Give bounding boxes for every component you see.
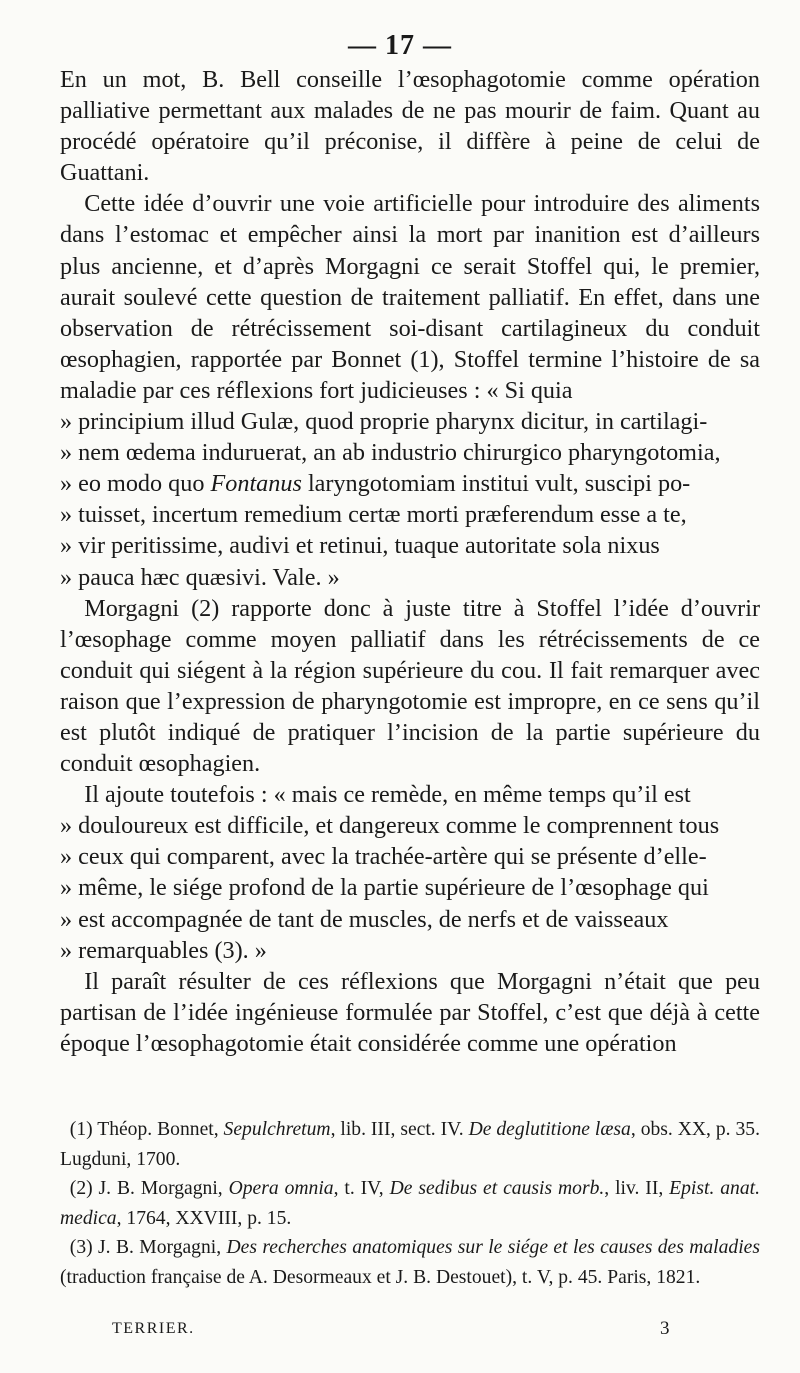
french-quote-line-5: » remarquables (3). »	[60, 936, 267, 964]
latin-quote-line-3	[60, 468, 760, 499]
footnote-1-section: , lib. III, sect. IV.	[330, 1119, 469, 1140]
footnote-2-work: De sedibus et causis morb.	[389, 1178, 605, 1200]
footnotes	[60, 1115, 760, 1293]
page-number: — 17 —	[348, 30, 452, 61]
footnote-2-details: , 1764, XXVIII, p. 15.	[116, 1207, 292, 1229]
french-quote-line-4: » est accompagnée de tant de muscles, de nerfs et de vaisseaux	[60, 905, 669, 933]
latin-quote-line-3-end: laryngotomiam institui vult, suscipi po-	[301, 470, 691, 498]
footnote-3	[60, 1233, 760, 1292]
french-quote-line-3: » même, le siége profond de la partie supérieure de l’œsophage qui	[60, 874, 709, 902]
footnote-2-volume: , t. IV,	[333, 1178, 390, 1200]
french-quote-line-2: » ceux qui comparent, avec la trachée-artère qui se présente d’elle-	[60, 843, 707, 871]
latin-quote-line-2: » nem œdema induruerat, an ab industrio chirurgico pharyngotomia,	[60, 439, 721, 467]
french-quote-line-1: » douloureux est difficile, et dangereux comme le comprennent tous	[60, 812, 720, 840]
footnote-2-book: , liv. II,	[604, 1178, 670, 1200]
signature-mark: TERRIER.	[112, 1320, 195, 1337]
latin-quote-line-4: » tuisset, incertum remedium certæ morti præferendum esse a te,	[60, 501, 687, 529]
footnote-1	[60, 1115, 760, 1174]
footnote-3-details: (traduction française de A. Desormeaux et J. B. Destouet), t. V, p. 45. Paris, 1821.	[60, 1266, 701, 1288]
footnote-2	[60, 1174, 760, 1233]
footnote-1-author: (1) Théop. Bonnet,	[69, 1119, 224, 1140]
paragraph-5: Il paraît résulter de ces réflexions que Morgagni n’était que peu partisan de l’idée ingénieuse formulée par Stoffel, c’est que déjà à cette époque l’œsophagotomie était considérée comme une opération	[60, 967, 760, 1057]
latin-quote-line-1: » principium illud Gulæ, quod proprie pharynx dicitur, in cartilagi-	[60, 408, 708, 436]
footnote-2-title: Opera omnia	[228, 1178, 334, 1200]
paragraph-3: Morgagni (2) rapporte donc à juste titre à Stoffel l’idée d’ouvrir l’œsophage comme moyen palliatif dans les rétrécissements de ce conduit qui siégent à la région supérieure du cou. Il fait remarquer avec raison que l’expression de pharyngotomie est impropre, en ce sens qu’il est plutôt indiqué de pratiquer l’incision de la partie supérieure du conduit œsophagien.	[60, 594, 760, 778]
paragraph-4-text: Il ajoute toutefois : « mais ce remède, en même temps qu’il est	[84, 781, 691, 809]
footnote-1-title: Sepulchretum	[223, 1119, 331, 1140]
fontanus-italic: Fontanus	[210, 470, 302, 498]
paragraph-1: En un mot, B. Bell conseille l’œsophagotomie comme opération palliative permettant aux malades de ne pas mourir de faim. Quant au procédé opératoire qu’il préconise, il diffère à peine de celui de Guattani.	[60, 66, 760, 187]
paragraph-2	[60, 188, 760, 592]
footnote-1-details: , obs. XX, p. 35. Lugduni, 1700.	[60, 1119, 760, 1170]
footnote-1-chapter: De deglutitione læsa	[468, 1119, 631, 1140]
paragraph-4	[60, 779, 760, 966]
latin-quote-line-3-start: » eo modo quo	[60, 470, 211, 498]
footnote-2-epistle: Epist. anat. medica	[60, 1178, 760, 1229]
body-text	[60, 64, 760, 1059]
paragraph-2-text: Cette idée d’ouvrir une voie artificielle pour introduire des aliments dans l’estomac et empêcher ainsi la mort par inanition est d’ailleurs plus ancienne, et d’après Morgagni ce serait Stoffel qui, le premier, aurait soulevé cette question de traitement palliatif. En effet, dans une observation de rétrécissement soi-disant cartilagineux du conduit œsophagien, rapportée par Bonnet (1), Stoffel termine l’histoire de sa maladie par ces réflexions fort judicieuses : « Si quia	[60, 190, 760, 404]
sheet-number: 3	[660, 1318, 670, 1339]
footnote-3-author: (3) J. B. Morgagni,	[69, 1237, 227, 1259]
latin-quote-line-6: » pauca hæc quæsivi. Vale. »	[60, 563, 340, 591]
latin-quote-line-5: » vir peritissime, audivi et retinui, tuaque autoritate sola nixus	[60, 532, 660, 560]
footnote-3-title: Des recherches anatomiques sur le siége et les causes des maladies	[226, 1237, 760, 1259]
footnote-2-author: (2) J. B. Morgagni,	[69, 1178, 229, 1200]
